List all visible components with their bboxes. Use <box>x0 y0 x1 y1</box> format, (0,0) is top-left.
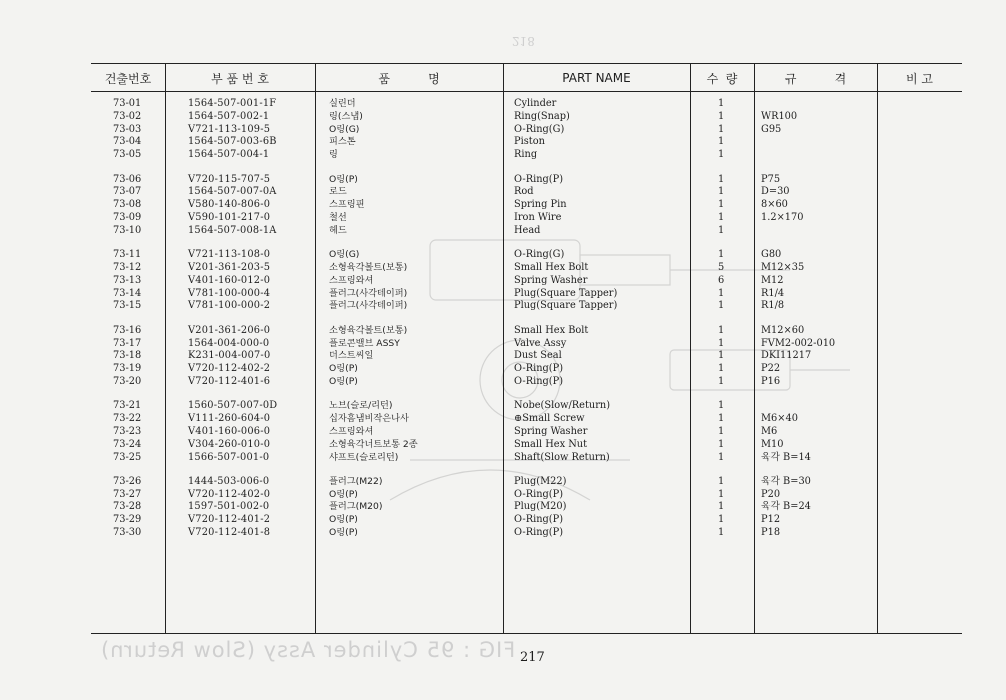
table-row <box>91 489 962 502</box>
korean-name: 헤드 <box>329 224 347 236</box>
part-number: V720-112-401-2 <box>188 514 271 526</box>
table-row <box>91 363 962 376</box>
korean-name: 스프링와셔 <box>329 425 374 437</box>
part-name: ⊕Small Screw <box>514 413 585 425</box>
korean-name: 소형육각너트보통 2종 <box>329 438 418 450</box>
item-number: 73-14 <box>113 287 142 299</box>
item-number: 73-23 <box>113 425 142 437</box>
table-row <box>91 527 962 540</box>
specification: D=30 <box>761 186 790 198</box>
part-name: Head <box>514 224 541 236</box>
header-qty: 수 량 <box>706 71 738 86</box>
korean-name: 플로콘밸브 ASSY <box>329 337 400 349</box>
korean-name: O링(P) <box>329 527 358 539</box>
quantity: 1 <box>718 149 725 161</box>
part-number: V580-140-806-0 <box>188 199 271 211</box>
table-row <box>91 288 962 301</box>
korean-name: 링 <box>329 149 338 161</box>
part-number: V304-260-010-0 <box>188 438 271 450</box>
korean-name: 플러그(사각테이퍼) <box>329 300 408 312</box>
part-name: O-Ring(G) <box>514 249 565 261</box>
item-number: 73-12 <box>113 261 142 273</box>
korean-name: 플러그(M22) <box>329 475 383 487</box>
quantity: 1 <box>718 475 725 487</box>
table-row <box>91 350 962 363</box>
table-row <box>91 98 962 111</box>
quantity: 1 <box>718 375 725 387</box>
quantity: 1 <box>718 514 725 526</box>
part-number: V720-112-401-8 <box>188 527 271 539</box>
korean-name: 링(스냅) <box>329 110 363 122</box>
part-number: V720-112-401-6 <box>188 375 271 387</box>
part-name: Ring(Snap) <box>514 110 570 122</box>
specification: R1/8 <box>761 300 785 312</box>
item-number: 73-29 <box>113 514 142 526</box>
specification: P12 <box>761 514 781 526</box>
specification: P16 <box>761 375 781 387</box>
quantity: 1 <box>718 287 725 299</box>
item-number: 73-05 <box>113 149 142 161</box>
table-row <box>91 136 962 149</box>
part-number: 1564-507-001-1F <box>188 98 277 109</box>
table-row <box>91 439 962 452</box>
part-number: V720-112-402-2 <box>188 363 271 375</box>
quantity: 1 <box>718 501 725 513</box>
quantity: 1 <box>718 110 725 122</box>
korean-name: 스프링핀 <box>329 199 365 211</box>
quantity: 1 <box>718 300 725 312</box>
table-row <box>91 199 962 212</box>
quantity: 1 <box>718 199 725 211</box>
item-number: 73-01 <box>113 98 142 109</box>
part-name: Spring Pin <box>514 199 567 211</box>
part-name: O-Ring(P) <box>514 514 564 526</box>
specification: WR100 <box>761 110 798 122</box>
item-number: 73-18 <box>113 350 142 362</box>
part-number: 1564-507-008-1A <box>188 224 277 236</box>
korean-name: 실린더 <box>329 98 356 109</box>
korean-name: O링(P) <box>329 375 358 387</box>
quantity: 1 <box>718 249 725 261</box>
item-number: 73-08 <box>113 199 142 211</box>
specification: P20 <box>761 488 781 500</box>
quantity: 1 <box>718 173 725 185</box>
part-number: V201-361-206-0 <box>188 324 271 336</box>
bleed-through-top: 218 <box>512 34 535 48</box>
item-number: 73-20 <box>113 375 142 387</box>
korean-name: 샤프트(슬로리턴) <box>329 451 399 463</box>
specification: 육각 B=14 <box>761 451 811 463</box>
specification: FVM2-002-010 <box>761 337 836 349</box>
specification: R1/4 <box>761 287 785 299</box>
korean-name: 더스트씨일 <box>329 350 374 362</box>
item-number: 73-15 <box>113 300 142 312</box>
table-row <box>91 300 962 313</box>
item-number: 73-04 <box>113 136 142 148</box>
korean-name: 철선 <box>329 211 347 223</box>
specification: M10 <box>761 438 784 450</box>
korean-name: 플러그(M20) <box>329 501 383 513</box>
header-part-no: 부 품 번 호 <box>211 71 269 86</box>
korean-name: 소형육각볼트(보통) <box>329 324 408 336</box>
korean-name: 십자흠냄비작은나사 <box>329 413 409 425</box>
quantity: 1 <box>718 224 725 236</box>
quantity: 1 <box>718 123 725 135</box>
quantity: 1 <box>718 211 725 223</box>
part-number: K231-004-007-0 <box>188 350 271 362</box>
item-number: 73-24 <box>113 438 142 450</box>
specification: M12×35 <box>761 261 805 273</box>
page-number: 217 <box>520 650 545 665</box>
part-name: Iron Wire <box>514 211 562 223</box>
quantity: 1 <box>718 400 725 412</box>
item-number: 73-09 <box>113 211 142 223</box>
part-name: O-Ring(P) <box>514 527 564 539</box>
table-row <box>91 111 962 124</box>
part-number: 1564-507-007-0A <box>188 186 277 198</box>
part-name: O-Ring(G) <box>514 123 565 135</box>
table-row <box>91 476 962 489</box>
part-name: Spring Washer <box>514 425 588 437</box>
part-number: V720-112-402-0 <box>188 488 271 500</box>
korean-name: O링(P) <box>329 488 358 500</box>
table-row <box>91 452 962 465</box>
korean-name: 소형육각볼트(보통) <box>329 261 408 273</box>
part-name: Nobe(Slow/Return) <box>514 400 611 412</box>
part-name: Small Hex Bolt <box>514 324 589 336</box>
part-name: O-Ring(P) <box>514 363 564 375</box>
specification: 8×60 <box>761 199 788 211</box>
quantity: 5 <box>718 261 725 273</box>
quantity: 1 <box>718 136 725 148</box>
table-row <box>91 262 962 275</box>
part-number: 1564-507-002-1 <box>188 110 270 122</box>
table-body <box>91 98 962 540</box>
korean-name: 노브(슬로/리턴) <box>329 400 393 412</box>
item-number: 73-21 <box>113 400 142 412</box>
table-row <box>91 149 962 162</box>
bleed-through-caption: FIG : 95 Cylinder Assy (Slow Return) <box>100 638 516 662</box>
part-number: V721-113-109-5 <box>188 123 271 135</box>
korean-name: 피스톤 <box>329 136 356 148</box>
quantity: 6 <box>718 274 725 286</box>
part-name: O-Ring(P) <box>514 488 564 500</box>
part-number: V590-101-217-0 <box>188 211 271 223</box>
item-number: 73-03 <box>113 123 142 135</box>
table-row <box>91 186 962 199</box>
header-rule <box>91 91 962 92</box>
part-number: 1444-503-006-0 <box>188 475 270 487</box>
part-number: V401-160-012-0 <box>188 274 271 286</box>
specification: G95 <box>761 123 782 135</box>
part-name: Piston <box>514 136 545 148</box>
item-number: 73-28 <box>113 501 142 513</box>
korean-name: O링(G) <box>329 123 360 135</box>
item-number: 73-13 <box>113 274 142 286</box>
part-number: 1560-507-007-0D <box>188 400 278 412</box>
specification: 육각 B=24 <box>761 501 811 513</box>
item-number: 73-30 <box>113 527 142 539</box>
item-number: 73-27 <box>113 488 142 500</box>
header-no: 건출번호 <box>104 71 152 86</box>
part-number: 1597-501-002-0 <box>188 501 270 513</box>
table-row <box>91 338 962 351</box>
table-row <box>91 413 962 426</box>
part-number: V111-260-604-0 <box>188 413 271 425</box>
part-name: Plug(Square Tapper) <box>514 300 618 312</box>
header-name-kr: 품 명 <box>378 71 440 86</box>
table-row <box>91 275 962 288</box>
header-remark: 비 고 <box>906 71 933 86</box>
part-number: V781-100-000-4 <box>188 287 271 299</box>
quantity: 1 <box>718 350 725 362</box>
korean-name: O링(G) <box>329 249 360 261</box>
quantity: 1 <box>718 425 725 437</box>
part-name: Valve Assy <box>514 337 567 349</box>
item-number: 73-11 <box>113 249 142 261</box>
table-row <box>91 174 962 187</box>
part-number: V781-100-000-2 <box>188 300 271 312</box>
specification: P22 <box>761 363 781 375</box>
part-name: Ring <box>514 149 538 161</box>
part-name: Plug(Square Tapper) <box>514 287 618 299</box>
part-number: V201-361-203-5 <box>188 261 271 273</box>
item-number: 73-02 <box>113 110 142 122</box>
specification: M6 <box>761 425 778 437</box>
item-number: 73-17 <box>113 337 142 349</box>
part-number: 1564-004-000-0 <box>188 337 270 349</box>
specification: M12×60 <box>761 324 805 336</box>
table-row <box>91 514 962 527</box>
item-number: 73-25 <box>113 451 142 463</box>
quantity: 1 <box>718 363 725 375</box>
specification: DKI11217 <box>761 350 812 362</box>
parts-table <box>91 63 962 634</box>
part-name: Dust Seal <box>514 350 562 362</box>
item-number: 73-22 <box>113 413 142 425</box>
table-row <box>91 501 962 514</box>
item-number: 73-16 <box>113 324 142 336</box>
part-name: O-Ring(P) <box>514 173 564 185</box>
part-number: 1566-507-001-0 <box>188 451 270 463</box>
specification: M12 <box>761 274 784 286</box>
part-number: V401-160-006-0 <box>188 425 271 437</box>
part-name: Spring Washer <box>514 274 588 286</box>
korean-name: 로드 <box>329 186 347 198</box>
part-name: Plug(M20) <box>514 501 567 513</box>
specification: 1.2×170 <box>761 211 804 223</box>
quantity: 1 <box>718 98 725 109</box>
part-name: O-Ring(P) <box>514 375 564 387</box>
quantity: 1 <box>718 337 725 349</box>
item-number: 73-19 <box>113 363 142 375</box>
table-row <box>91 400 962 413</box>
header-part-name: PART NAME <box>562 71 631 85</box>
item-number: 73-26 <box>113 475 142 487</box>
quantity: 1 <box>718 488 725 500</box>
quantity: 1 <box>718 324 725 336</box>
header-spec: 규 격 <box>784 71 847 86</box>
quantity: 1 <box>718 438 725 450</box>
part-name: Plug(M22) <box>514 475 567 487</box>
part-name: Shaft(Slow Return) <box>514 451 610 463</box>
table-row <box>91 376 962 389</box>
specification: P75 <box>761 173 781 185</box>
korean-name: 스프링와셔 <box>329 274 374 286</box>
part-number: V720-115-707-5 <box>188 173 271 185</box>
specification: 육각 B=30 <box>761 475 811 487</box>
korean-name: 플러그(사각테이퍼) <box>329 287 408 299</box>
part-name: Cylinder <box>514 98 557 109</box>
table-row <box>91 124 962 137</box>
quantity: 1 <box>718 527 725 539</box>
part-number: V721-113-108-0 <box>188 249 271 261</box>
part-name: Small Hex Nut <box>514 438 588 450</box>
specification: G80 <box>761 249 782 261</box>
specification: M6×40 <box>761 413 798 425</box>
korean-name: O링(P) <box>329 363 358 375</box>
part-name: Small Hex Bolt <box>514 261 589 273</box>
part-number: 1564-507-004-1 <box>188 149 270 161</box>
table-row <box>91 225 962 238</box>
item-number: 73-10 <box>113 224 142 236</box>
table-row <box>91 249 962 262</box>
korean-name: O링(P) <box>329 514 358 526</box>
table-row <box>91 426 962 439</box>
quantity: 1 <box>718 186 725 198</box>
table-row <box>91 325 962 338</box>
part-number: 1564-507-003-6B <box>188 136 277 148</box>
korean-name: O링(P) <box>329 173 358 185</box>
quantity: 1 <box>718 413 725 425</box>
item-number: 73-07 <box>113 186 142 198</box>
item-number: 73-06 <box>113 173 142 185</box>
table-row <box>91 212 962 225</box>
part-name: Rod <box>514 186 534 198</box>
specification: P18 <box>761 527 781 539</box>
quantity: 1 <box>718 451 725 463</box>
